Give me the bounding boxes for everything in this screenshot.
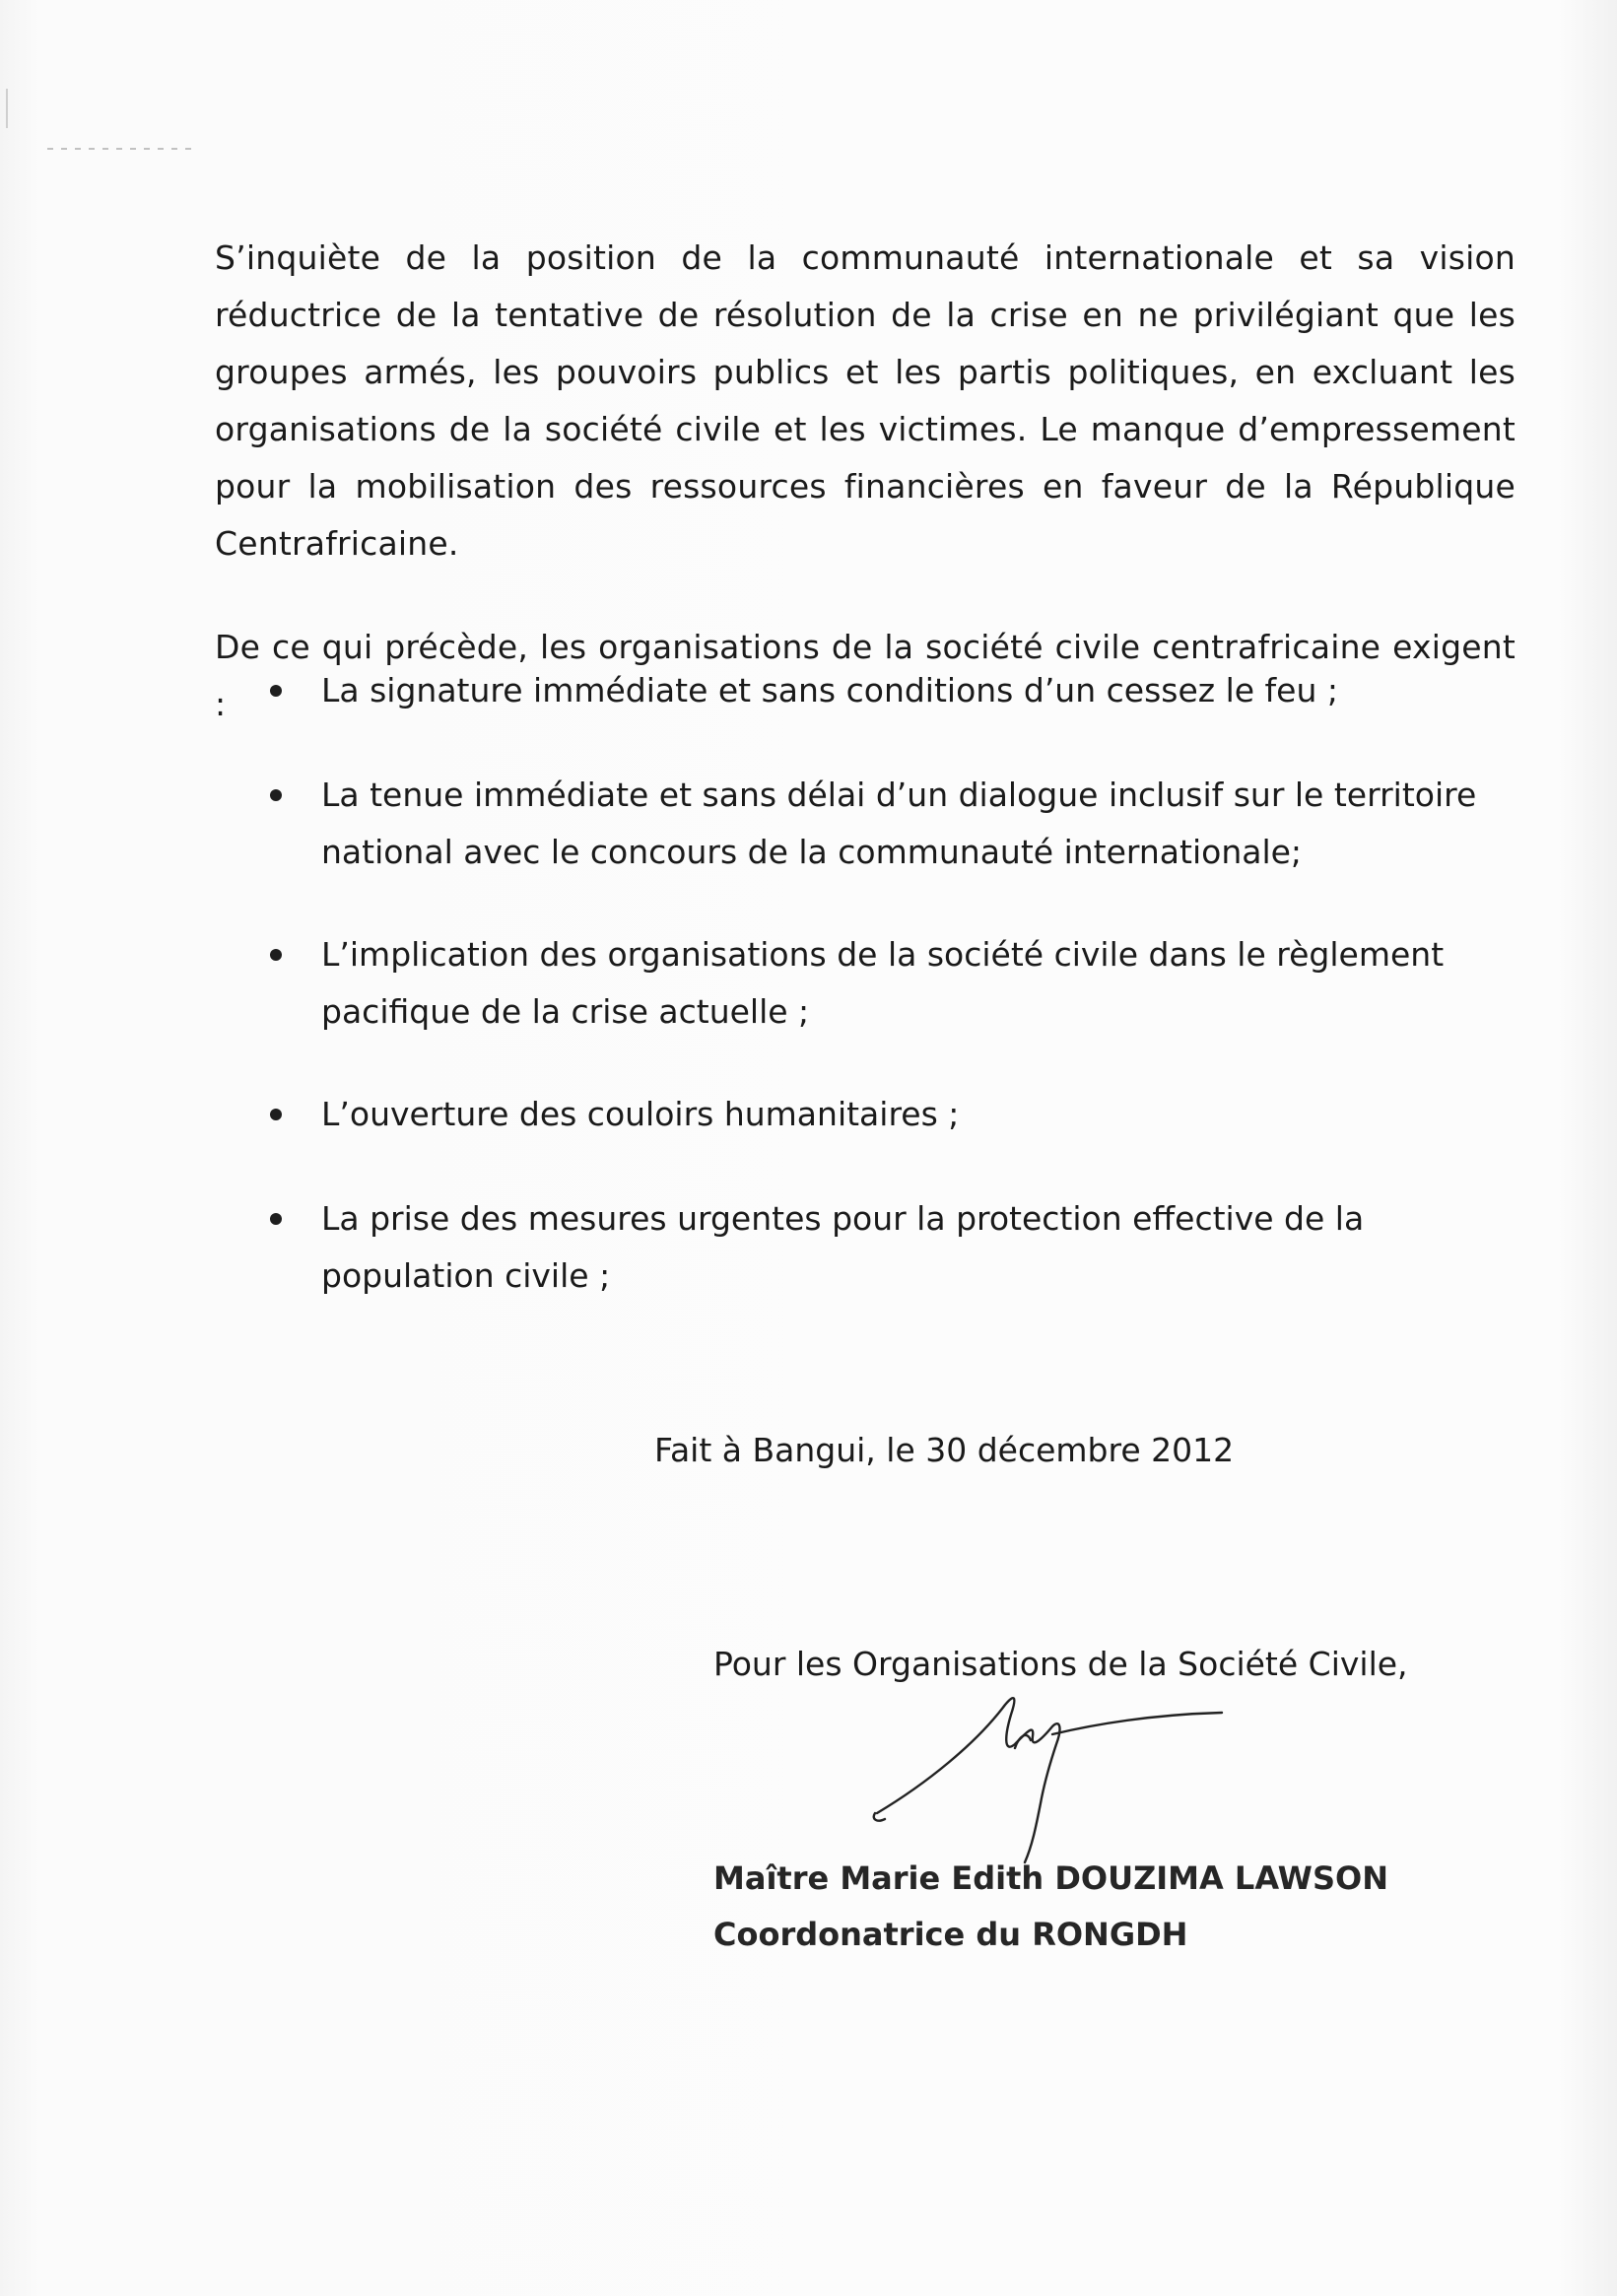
- bullet-icon: [270, 685, 282, 697]
- demand-text: L’ouverture des couloirs humanitaires ;: [321, 1095, 960, 1133]
- paragraph-demands-intro: De ce qui précède, les organisations de la société civile centrafricaine exigent :: [215, 628, 1516, 723]
- handwritten-signature: [867, 1675, 1242, 1872]
- scan-edge-mark: [6, 89, 8, 128]
- demand-text: La tenue immédiate et sans délai d’un dialogue inclusif sur le territoire national avec le concours de la communauté internationale;: [321, 776, 1477, 871]
- bullet-icon: [270, 949, 282, 961]
- place-date: Fait à Bangui, le 30 décembre 2012: [654, 1431, 1235, 1469]
- scan-artifact: [47, 148, 195, 150]
- bullet-icon: [270, 789, 282, 801]
- list-item: [264, 926, 1525, 1041]
- list-item: [264, 1086, 1525, 1143]
- demand-text: L’implication des organisations de la société civile dans le règlement pacifique de la crise actuelle ;: [321, 935, 1445, 1031]
- list-item: [264, 1190, 1525, 1305]
- bullet-icon: [270, 1109, 282, 1120]
- bullet-icon: [270, 1213, 282, 1225]
- signer-name: Maître Marie Edith DOUZIMA LAWSON: [713, 1859, 1388, 1897]
- demand-text: La signature immédiate et sans conditions d’un cessez le feu ;: [321, 671, 1338, 709]
- signer-title: Coordonatrice du RONGDH: [713, 1916, 1188, 1953]
- paragraph-concern: S’inquiète de la position de la communauté internationale et sa vision réductrice de la tentative de résolution de la crise en ne privilégiant que les groupes armés, les pouvoirs publics et les partis politiques, en excluant les organisations de la société civile et les victimes. Le manque d’empressement pour la mobilisation des ressources financières en faveur de la République Centrafricaine.: [215, 238, 1516, 563]
- list-item: [264, 662, 1525, 719]
- demands-list: [264, 662, 1525, 1350]
- list-item: [264, 767, 1525, 881]
- demand-text: La prise des mesures urgentes pour la protection effective de la population civile ;: [321, 1199, 1365, 1295]
- salutation: Pour les Organisations de la Société Civile,: [713, 1645, 1408, 1683]
